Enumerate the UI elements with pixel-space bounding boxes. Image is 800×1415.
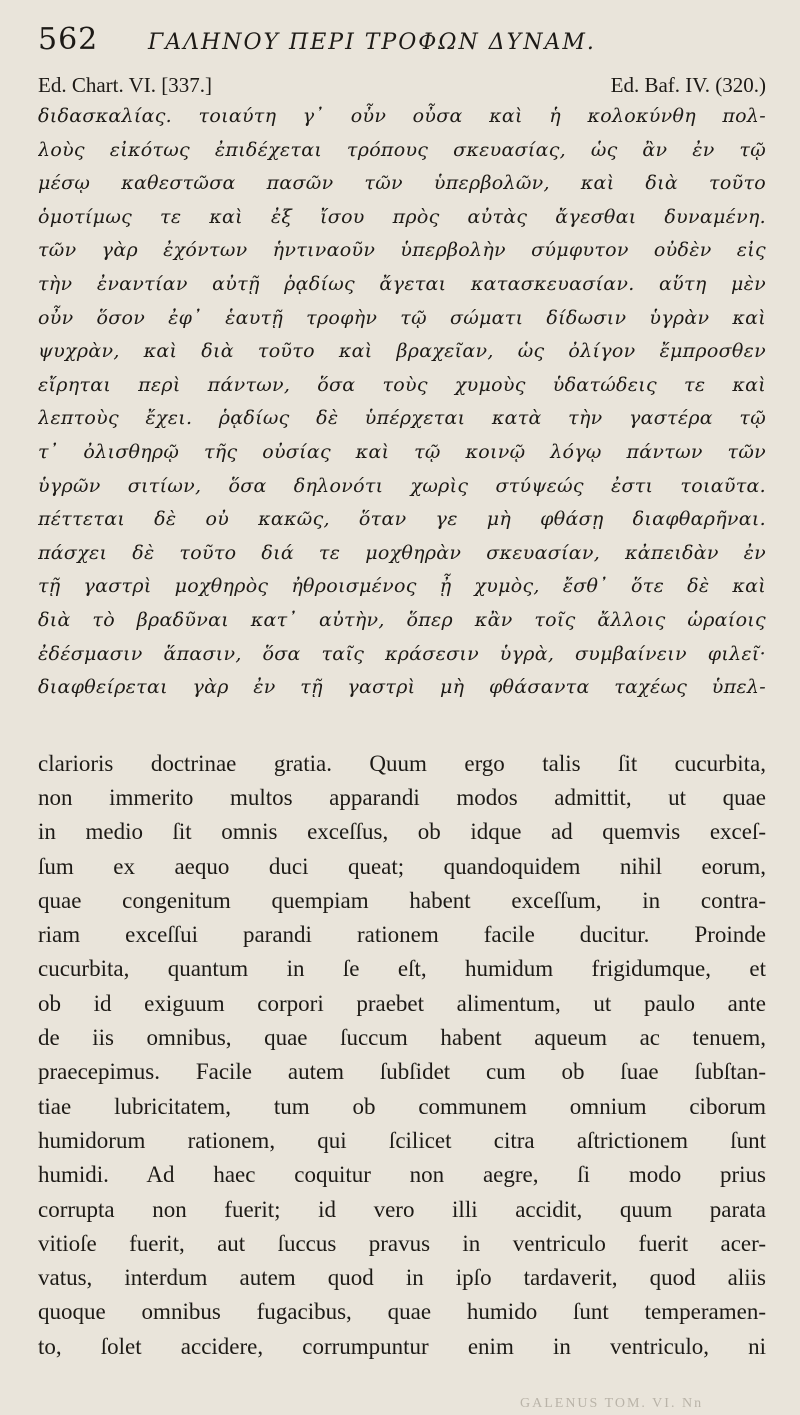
greek-text-line: τῶν γὰρ ἐχόντων ἡντιναοῦν ὑπερβολὴν σύμφυτον οὐδὲν εἰς xyxy=(38,239,766,262)
latin-text-line: ſum ex aequo duci queat; quandoquidem nihil eorum, xyxy=(38,853,766,879)
page-header xyxy=(38,22,766,68)
greek-text-line: εἴρηται περὶ πάντων, ὅσα τοὺς χυμοὺς ὑδατώδεις τε καὶ xyxy=(38,373,766,396)
latin-text-block xyxy=(38,747,766,1364)
greek-text-line: ἐδέσμασιν ἅπασιν, ὅσα ταῖς κράσεσιν ὑγρὰ, συμβαίνειν φιλεῖ· xyxy=(38,642,766,665)
latin-text-line: praecepimus. Facile autem ſubſidet cum ob ſuae ſubſtan- xyxy=(38,1059,766,1085)
latin-text-line: clarioris doctrinae gratia. Quum ergo talis ſit cucurbita, xyxy=(38,750,766,776)
latin-text-line: non immerito multos apparandi modos admittit, ut quae xyxy=(38,784,766,810)
greek-text-line: διαφθείρεται γὰρ ἐν τῇ γαστρὶ μὴ φθάσαντα ταχέως ὑπελ- xyxy=(38,676,766,699)
latin-text-line: vatus, interdum autem quod in ipſo tardaverit, quod aliis xyxy=(38,1265,766,1291)
latin-text-line: humidi. Ad haec coquitur non aegre, ſi modo prius xyxy=(38,1162,766,1188)
latin-text-line: corrupta non fuerit; id vero illi accidit, quum parata xyxy=(38,1196,766,1222)
greek-text-line: λεπτοὺς ἔχει. ῥᾳδίως δὲ ὑπέρχεται κατὰ τὴν γαστέρα τῷ xyxy=(38,407,766,430)
edition-right: Ed. Baf. IV. (320.) xyxy=(610,73,766,97)
greek-text-line: πέττεται δὲ οὐ κακῶς, ὅταν γε μὴ φθάσῃ διαφθαρῆναι. xyxy=(38,508,766,531)
latin-text-line: riam exceſſui parandi rationem facile ducitur. Proinde xyxy=(38,922,766,948)
latin-text-line: vitioſe fuerit, aut ſuccus pravus in ventriculo fuerit acer- xyxy=(38,1230,766,1256)
latin-text-line: ob id exiguum corpori praebet alimentum, ut paulo ante xyxy=(38,990,766,1016)
footer-signature: GALENUS TOM. VI. Nn xyxy=(520,1396,704,1411)
greek-text-line: πάσχει δὲ τοῦτο διά τε μοχθηρὰν σκευασίαν, κἀπειδὰν ἐν xyxy=(38,541,766,564)
greek-text-line: οὖν ὅσον ἐφ᾽ ἑαυτῇ τροφὴν τῷ σώματι δίδωσιν ὑγρὰν καὶ xyxy=(38,306,766,329)
running-title: ΓΑΛΗΝΟΥ ΠΕΡΙ ΤΡΟΦΩΝ ΔΥΝΑΜ. xyxy=(148,30,596,55)
latin-text-line: to, ſolet accidere, corrumpuntur enim in ventriculo, ni xyxy=(38,1333,766,1359)
greek-text-line: τ᾽ ὀλισθηρῷ τῆς οὐσίας καὶ τῷ κοινῷ λόγῳ πάντων τῶν xyxy=(38,440,766,463)
greek-text-line: τὴν ἐναντίαν αὐτῇ ῥᾳδίως ἄγεται κατασκευασίαν. αὕτη μὲν xyxy=(38,272,766,295)
latin-text-line: cucurbita, quantum in ſe eſt, humidum frigidumque, et xyxy=(38,956,766,982)
latin-text-line: tiae lubricitatem, tum ob communem omnium ciborum xyxy=(38,1093,766,1119)
greek-text-line: ὑγρῶν σιτίων, ὅσα δηλονότι χωρὶς στύψεώς ἐστι τοιαῦτα. xyxy=(38,474,766,497)
greek-text-line: ὁμοτίμως τε καὶ ἐξ ἴσου πρὸς αὐτὰς ἄγεσθαι δυναμένη. xyxy=(38,205,766,228)
greek-text-line: τῇ γαστρὶ μοχθηρὸς ἠθροισμένος ᾖ χυμὸς, ἔσθ᾽ ὅτε δὲ καὶ xyxy=(38,575,766,598)
greek-text-line: διὰ τὸ βραδῦναι κατ᾽ αὐτὴν, ὅπερ κἂν τοῖς ἄλλοις ὡραίοις xyxy=(38,608,766,631)
latin-text-line: in medio ſit omnis exceſſus, ob idque ad quemvis exceſ- xyxy=(38,819,766,845)
greek-text-block xyxy=(38,100,766,705)
edition-references xyxy=(38,70,766,100)
latin-text-line: humidorum rationem, qui ſcilicet citra aſtrictionem ſunt xyxy=(38,1127,766,1153)
edition-left: Ed. Chart. VI. [337.] xyxy=(38,73,212,97)
greek-text-line: λοὺς εἰκότως ἐπιδέχεται τρόπους σκευασίας, ὡς ἂν ἐν τῷ xyxy=(38,138,766,161)
greek-text-line: μέσῳ καθεστῶσα πασῶν τῶν ὑπερβολῶν, καὶ διὰ τοῦτο xyxy=(38,172,766,195)
greek-text-line: διδασκαλίας. τοιαύτη γ᾽ οὖν οὖσα καὶ ἡ κολοκύνθη πολ- xyxy=(38,105,766,127)
latin-text-line: quoque omnibus fugacibus, quae humido ſunt temperamen- xyxy=(38,1299,766,1325)
latin-text-line: de iis omnibus, quae ſuccum habent aqueum ac tenuem, xyxy=(38,1025,766,1051)
latin-text-line: quae congenitum quempiam habent exceſſum, in contra- xyxy=(38,887,766,913)
greek-text-line: ψυχρὰν, καὶ διὰ τοῦτο καὶ βραχεῖαν, ὡς ὀλίγον ἔμπροσθεν xyxy=(38,340,766,363)
page-number: 562 xyxy=(38,22,99,57)
